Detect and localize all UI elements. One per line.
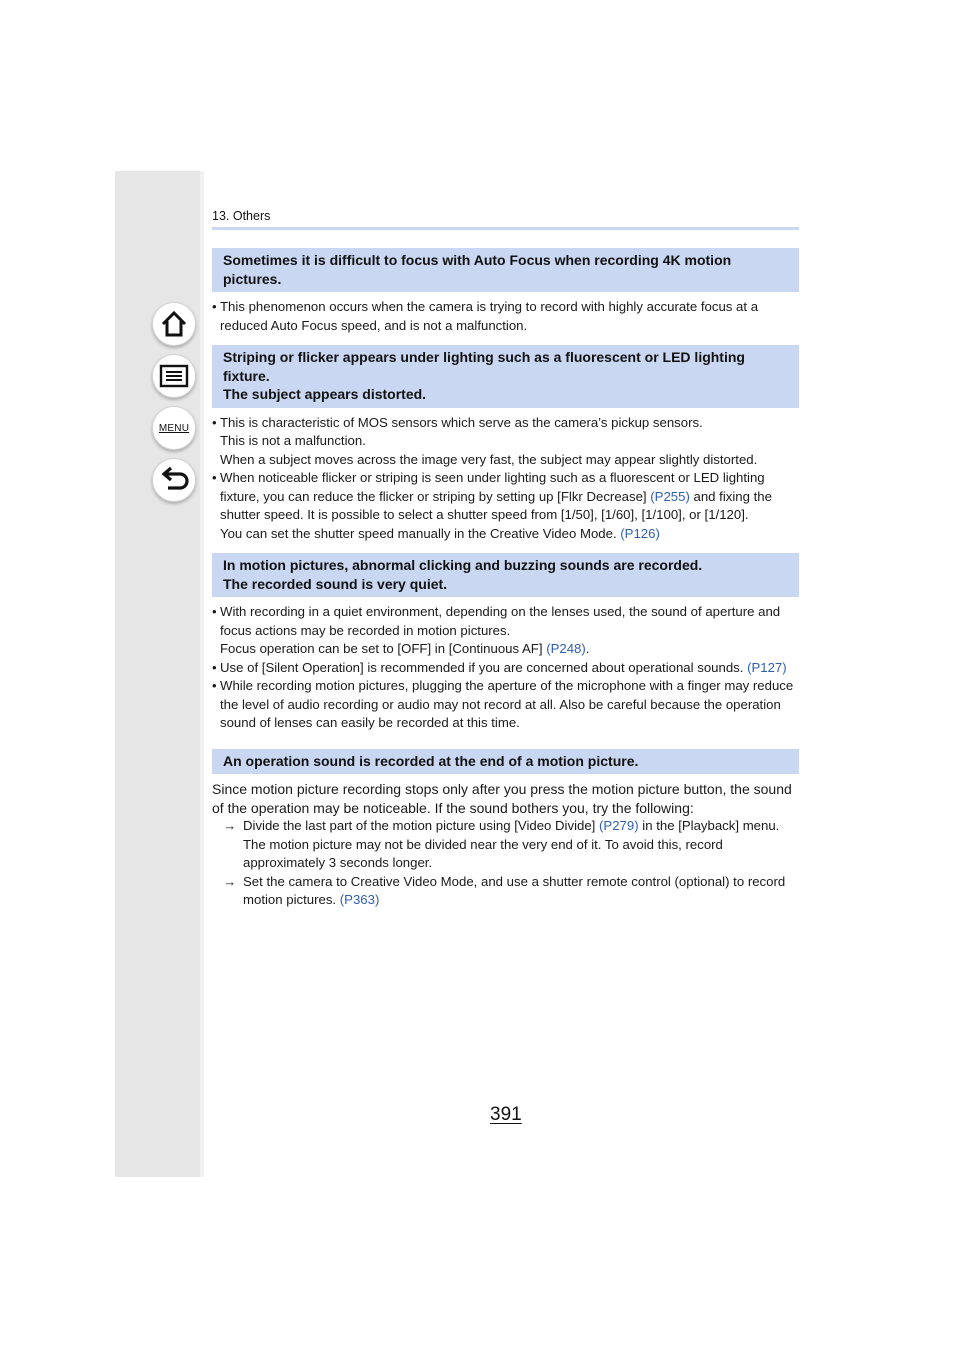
paragraph <box>220 659 799 678</box>
section-body <box>212 780 799 910</box>
heading-line: The recorded sound is very quiet. <box>223 575 448 592</box>
heading-line: An operation sound is recorded at the end of a motion picture. <box>223 752 639 769</box>
paragraph <box>220 603 799 640</box>
section-heading <box>212 248 799 292</box>
text-run: Divide the last part of the motion picture using [Video Divide] <box>243 818 600 833</box>
paragraph <box>220 451 799 470</box>
text-run: This is characteristic of MOS sensors which serve as the camera’s pickup sensors. <box>220 414 703 430</box>
section-heading <box>212 345 799 408</box>
sidebar-edge <box>200 171 204 1177</box>
text-run: When a subject moves across the image very fast, the subject may appear slightly distorted. <box>220 451 758 467</box>
paragraph <box>220 432 799 451</box>
text-run: This is not a malfunction. <box>220 433 366 448</box>
paragraph <box>243 836 799 873</box>
text-run: You can set the shutter speed manually in the Creative Video Mode. <box>220 525 621 541</box>
page-link[interactable]: (P248) <box>546 641 586 656</box>
arrow-item <box>212 873 799 910</box>
section-body <box>212 298 799 335</box>
paragraph <box>220 469 799 525</box>
list-item <box>212 659 799 678</box>
text-run: The motion picture may not be divided near the very end of it. To avoid this, record approximately 3 seconds longer. <box>243 836 723 870</box>
bullet-list <box>212 414 799 544</box>
text-run: With recording in a quiet environment, depending on the lenses used, the sound of aperture and focus actions may be recorded in motion pictures. <box>220 604 781 638</box>
back-arrow-icon <box>159 465 189 495</box>
list-item <box>212 603 799 659</box>
page-link[interactable]: (P127) <box>747 659 787 675</box>
section-body <box>212 414 799 544</box>
text-run: . <box>585 641 590 656</box>
list-item <box>212 298 799 335</box>
home-icon <box>159 309 189 339</box>
list-item <box>212 414 799 470</box>
page-number: 391 <box>490 1104 522 1125</box>
paragraph <box>220 640 799 659</box>
paragraph <box>243 817 799 836</box>
text-run: While recording motion pictures, plugging the aperture of the microphone with a finger may reduce the level of audio recording or audio may not record at all. Also be careful because the operation sound of lenses can easily be recorded at this time. <box>220 678 794 730</box>
text-run: in the [Playback] menu. <box>638 818 780 833</box>
arrow-icon: → <box>223 818 237 833</box>
section-heading <box>212 553 799 597</box>
page-link[interactable]: (P126) <box>620 525 660 541</box>
chapter-label: 13. Others <box>212 209 271 223</box>
section-heading <box>212 749 799 775</box>
faq-section <box>212 553 799 733</box>
paragraph <box>243 873 799 910</box>
arrow-icon: → <box>223 873 237 889</box>
faq-section <box>212 345 799 543</box>
page-link[interactable]: (P279) <box>599 818 639 833</box>
heading-line: Sometimes it is difficult to focus with Auto Focus when recording 4K motion pictures. <box>223 252 732 287</box>
bullet-list <box>212 298 799 335</box>
header-rule <box>212 227 799 230</box>
page-link[interactable]: (P363) <box>339 892 380 907</box>
text-run: When noticeable flicker or striping is seen under lighting such as a fluorescent or LED lighting fixture, you can reduce the flicker or striping by setting up [Flkr Decrease] <box>220 470 765 504</box>
home-button[interactable] <box>152 302 196 346</box>
text-run: and fixing the shutter speed. It is possible to select a shutter speed from [1/50], [1/60], [1/100], or [1/120]. <box>220 488 772 522</box>
paragraph <box>220 298 799 335</box>
text-run: Focus operation can be set to [OFF] in [Continuous AF] <box>220 641 547 656</box>
heading-line: Striping or flicker appears under lighting such as a fluorescent or LED lighting fixture. <box>223 349 745 384</box>
intro-paragraph: Since motion picture recording stops only after you press the motion picture button, the sound of the operation may be noticeable. If the sound bothers you, try the following: <box>212 781 792 816</box>
heading-line: The subject appears distorted. <box>223 386 427 402</box>
arrow-item <box>212 817 799 873</box>
faq-section <box>212 248 799 335</box>
paragraph <box>220 414 799 433</box>
list-item <box>212 469 799 543</box>
text-run: Set the camera to Creative Video Mode, and use a shutter remote control (optional) to record motion pictures. <box>243 873 786 907</box>
main-content <box>212 248 799 910</box>
table-of-contents-button[interactable] <box>152 354 196 398</box>
list-item <box>212 677 799 733</box>
list-icon <box>158 363 190 389</box>
heading-line: In motion pictures, abnormal clicking and buzzing sounds are recorded. <box>223 557 703 573</box>
page-link[interactable]: (P255) <box>650 488 690 504</box>
text-run: This phenomenon occurs when the camera is trying to record with highly accurate focus at a reduced Auto Focus speed, and is not a malfunction. <box>220 299 759 333</box>
menu-label: MENU <box>158 422 190 434</box>
back-button[interactable] <box>152 458 196 502</box>
faq-section <box>212 749 799 910</box>
text-run: Use of [Silent Operation] is recommended if you are concerned about operational sounds. <box>220 659 748 675</box>
bullet-list <box>212 603 799 733</box>
paragraph <box>220 525 799 544</box>
section-body <box>212 603 799 733</box>
paragraph <box>220 677 799 733</box>
menu-button[interactable] <box>152 406 196 450</box>
